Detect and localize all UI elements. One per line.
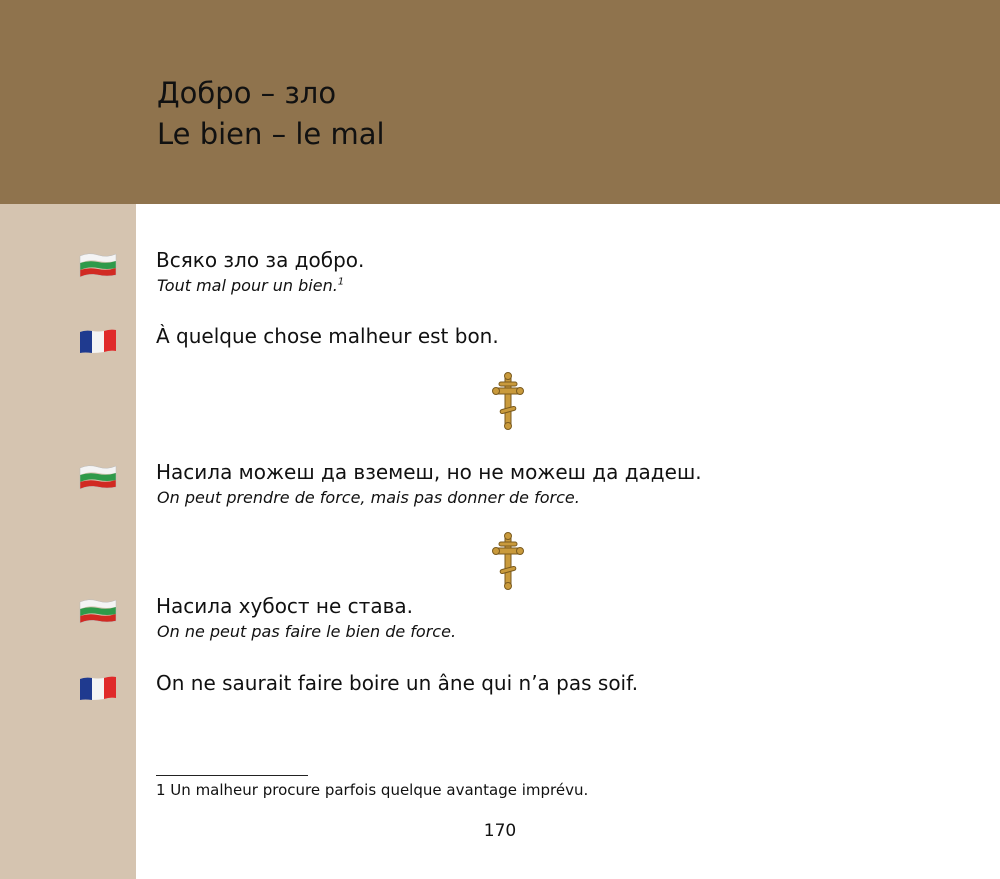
proverb-text: À quelque chose malheur est bon. bbox=[156, 324, 499, 348]
orthodox-cross-icon bbox=[488, 532, 528, 590]
french-flag-icon bbox=[79, 675, 117, 701]
sidebar-strip bbox=[0, 204, 136, 879]
proverb-text: On ne saurait faire boire un âne qui n’a pas soif. bbox=[156, 671, 639, 695]
proverb-translation: On ne peut pas faire le bien de force. bbox=[157, 622, 457, 641]
orthodox-cross-icon bbox=[488, 372, 528, 430]
proverb-translation: Tout mal pour un bien.$^1$ bbox=[157, 276, 345, 295]
french-flag-icon bbox=[79, 328, 117, 354]
header-banner bbox=[0, 0, 1000, 204]
footnote-text: 1 Un malheur procure parfois quelque avantage imprévu. bbox=[156, 781, 589, 799]
proverb-text: Насила можеш да вземеш, но не можеш да дадеш. bbox=[156, 460, 702, 484]
footnote-reference: 1 bbox=[337, 276, 345, 288]
page-number: 170 bbox=[483, 821, 517, 841]
proverb-translation: On peut prendre de force, mais pas donner de force. bbox=[157, 488, 580, 507]
bulgarian-flag-icon bbox=[79, 464, 117, 490]
proverb-text: Насила хубост не става. bbox=[156, 594, 413, 618]
bulgarian-flag-icon bbox=[79, 252, 117, 278]
bulgarian-flag-icon bbox=[79, 598, 117, 624]
proverb-text: Всяко зло за добро. bbox=[156, 248, 365, 272]
footnote-divider bbox=[156, 775, 308, 776]
title-bulgarian: Добро – зло bbox=[157, 76, 337, 110]
title-french: Le bien – le mal bbox=[157, 117, 385, 151]
